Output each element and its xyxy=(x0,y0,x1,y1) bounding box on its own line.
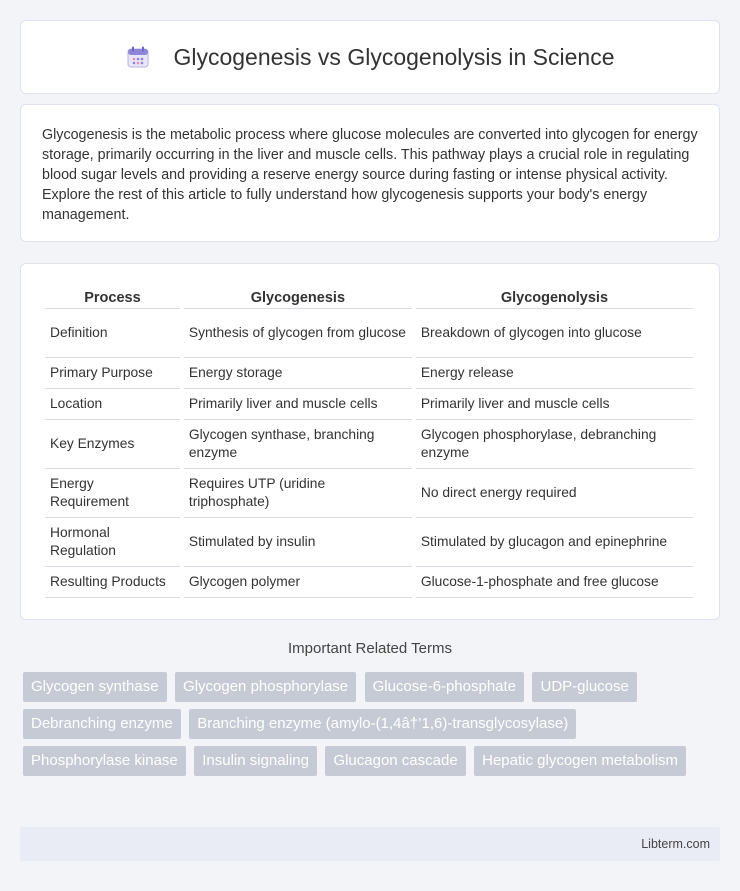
title-card xyxy=(20,20,720,94)
term-tag[interactable]: Glycogen phosphorylase xyxy=(175,672,356,702)
term-tag[interactable]: Glucose-6-phosphate xyxy=(365,672,524,702)
glycogenolysis-cell: Breakdown of glycogen into glucose xyxy=(416,309,693,358)
intro-paragraph: Glycogenesis is the metabolic process where glucose molecules are converted into glycogen for energy storage, primarily occurring in the liver and muscle cells. This pathway plays a crucial role in regulating blood sugar levels and providing a reserve energy source during fasting or intense physical activity. Explore the rest of this article to fully understand how glycogenesis supports your body's energy management. xyxy=(42,127,698,223)
related-terms-title: Important Related Terms xyxy=(288,640,452,657)
calendar-icon xyxy=(125,44,151,70)
page-title: Glycogenesis vs Glycogenolysis in Science xyxy=(173,43,615,70)
comparison-card xyxy=(20,263,720,620)
header-process: Process xyxy=(45,286,180,309)
glycogenesis-cell: Glycogen polymer xyxy=(184,567,412,598)
glycogenolysis-cell: Primarily liver and muscle cells xyxy=(416,389,693,420)
comparison-table xyxy=(41,286,697,598)
term-tag[interactable]: UDP-glucose xyxy=(532,672,636,702)
table-row xyxy=(45,518,693,567)
term-tag[interactable]: Phosphorylase kinase xyxy=(23,746,186,776)
related-terms-list xyxy=(23,672,723,783)
intro-card xyxy=(20,104,720,242)
glycogenesis-cell: Requires UTP (uridine triphosphate) xyxy=(184,469,412,518)
glycogenolysis-cell: No direct energy required xyxy=(416,469,693,518)
table-row xyxy=(45,567,693,598)
header-glycogenesis: Glycogenesis xyxy=(184,286,412,309)
term-tag[interactable]: Glucagon cascade xyxy=(325,746,465,776)
term-tag[interactable]: Glycogen synthase xyxy=(23,672,167,702)
glycogenesis-cell: Stimulated by insulin xyxy=(184,518,412,567)
row-label: Hormonal Regulation xyxy=(45,518,180,567)
row-label: Energy Requirement xyxy=(45,469,180,518)
row-label: Key Enzymes xyxy=(45,420,180,469)
term-tag[interactable]: Insulin signaling xyxy=(194,746,317,776)
footer xyxy=(20,827,720,861)
glycogenesis-cell: Synthesis of glycogen from glucose xyxy=(184,309,412,358)
term-tag[interactable]: Branching enzyme (amylo-(1,4â†’1,6)-transglycosylase) xyxy=(189,709,576,739)
row-label: Definition xyxy=(45,309,180,358)
glycogenolysis-cell: Energy release xyxy=(416,358,693,389)
row-label: Resulting Products xyxy=(45,567,180,598)
footer-site-link[interactable]: Libterm.com xyxy=(641,837,710,851)
glycogenesis-cell: Glycogen synthase, branching enzyme xyxy=(184,420,412,469)
glycogenolysis-cell: Glycogen phosphorylase, debranching enzyme xyxy=(416,420,693,469)
row-label: Primary Purpose xyxy=(45,358,180,389)
term-tag[interactable]: Debranching enzyme xyxy=(23,709,181,739)
table-row xyxy=(45,389,693,420)
glycogenesis-cell: Primarily liver and muscle cells xyxy=(184,389,412,420)
table-row xyxy=(45,358,693,389)
row-label: Location xyxy=(45,389,180,420)
glycogenolysis-cell: Stimulated by glucagon and epinephrine xyxy=(416,518,693,567)
table-header-row xyxy=(45,286,693,309)
table-row xyxy=(45,309,693,358)
glycogenolysis-cell: Glucose-1-phosphate and free glucose xyxy=(416,567,693,598)
glycogenesis-cell: Energy storage xyxy=(184,358,412,389)
term-tag[interactable]: Hepatic glycogen metabolism xyxy=(474,746,686,776)
table-row xyxy=(45,469,693,518)
table-row xyxy=(45,420,693,469)
header-glycogenolysis: Glycogenolysis xyxy=(416,286,693,309)
